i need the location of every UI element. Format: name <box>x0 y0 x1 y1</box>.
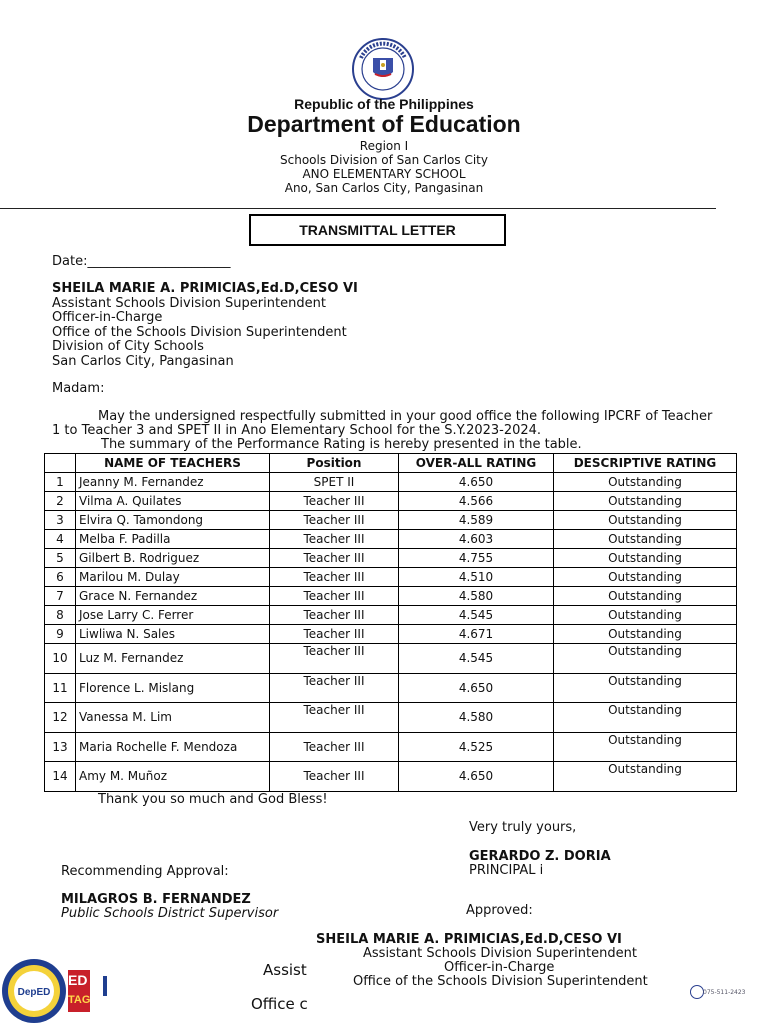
footer-office-fragment: Office c <box>251 995 308 1013</box>
deped-badge <box>68 970 90 1012</box>
table-row <box>45 606 737 625</box>
teacher-name: Marilou M. Dulay <box>76 568 270 587</box>
very-truly-yours: Very truly yours, <box>469 820 577 835</box>
row-number: 12 <box>45 703 76 733</box>
header-divider <box>0 208 716 209</box>
thanks-line: Thank you so much and God Bless! <box>98 792 328 807</box>
teacher-name: Florence L. Mislang <box>76 673 270 703</box>
recipient-title: Assistant Schools Division Superintendent <box>52 295 326 311</box>
row-number: 1 <box>45 473 76 492</box>
row-number: 7 <box>45 587 76 606</box>
approver-title: Assistant Schools Division Superintendent <box>363 946 637 961</box>
deped-badge-ed: ED <box>68 972 88 988</box>
table-row <box>45 511 737 530</box>
teacher-position: Teacher III <box>270 511 399 530</box>
deped-seal-logo <box>352 38 414 100</box>
approver-name: SHEILA MARIE A. PRIMICIAS,Ed.D,CESO VI <box>316 932 622 947</box>
table-row <box>45 587 737 606</box>
teacher-name: Jose Larry C. Ferrer <box>76 606 270 625</box>
overall-rating: 4.650 <box>399 762 554 792</box>
descriptive-rating: Outstanding <box>554 492 737 511</box>
salutation: Madam: <box>52 381 105 396</box>
flag-stripe-icon <box>103 976 107 996</box>
overall-rating: 4.545 <box>399 606 554 625</box>
header-descriptive-rating: DESCRIPTIVE RATING <box>554 454 737 473</box>
overall-rating: 4.589 <box>399 511 554 530</box>
teacher-position: Teacher III <box>270 644 399 674</box>
row-number: 9 <box>45 625 76 644</box>
region-line: Region I <box>359 139 409 153</box>
recipient-block <box>52 282 358 369</box>
recipient-name: SHEILA MARIE A. PRIMICIAS,Ed.D,CESO VI <box>52 281 358 296</box>
teacher-name: Amy M. Muñoz <box>76 762 270 792</box>
descriptive-rating: Outstanding <box>554 732 737 762</box>
recommender-title: Public Schools District Supervisor <box>61 906 279 921</box>
body-paragraph-2: The summary of the Performance Rating is hereby presented in the table. <box>101 437 582 452</box>
recommender-name: MILAGROS B. FERNANDEZ <box>61 892 251 907</box>
table-row <box>45 492 737 511</box>
teacher-name: Grace N. Fernandez <box>76 587 270 606</box>
school-line: ANO ELEMENTARY SCHOOL <box>302 167 466 181</box>
recipient-city: San Carlos City, Pangasinan <box>52 353 234 369</box>
header-overall-rating: OVER-ALL RATING <box>399 454 554 473</box>
teacher-name: Jeanny M. Fernandez <box>76 473 270 492</box>
teacher-name: Vanessa M. Lim <box>76 703 270 733</box>
row-number: 3 <box>45 511 76 530</box>
phone-icon <box>690 985 704 999</box>
deped-badge-tag: TAG <box>68 994 91 1006</box>
teacher-name: Melba F. Padilla <box>76 530 270 549</box>
table-row <box>45 473 737 492</box>
table-row <box>45 644 737 674</box>
body-paragraph-1a: May the undersigned respectfully submitted in your good office the following IPCRF of Teacher <box>98 409 713 424</box>
row-number: 14 <box>45 762 76 792</box>
overall-rating: 4.566 <box>399 492 554 511</box>
overall-rating: 4.650 <box>399 673 554 703</box>
footer-phone: 075-511-2423 <box>703 989 746 996</box>
descriptive-rating: Outstanding <box>554 568 737 587</box>
recipient-division: Division of City Schools <box>52 339 204 354</box>
overall-rating: 4.671 <box>399 625 554 644</box>
overall-rating: 4.650 <box>399 473 554 492</box>
republic-heading: Republic of the Philippines <box>294 96 474 112</box>
table-row <box>45 625 737 644</box>
teacher-position: Teacher III <box>270 673 399 703</box>
header-position: Position <box>270 454 399 473</box>
table-row <box>45 530 737 549</box>
header-number <box>45 454 76 473</box>
row-number: 2 <box>45 492 76 511</box>
approved-label: Approved: <box>466 903 533 918</box>
row-number: 13 <box>45 732 76 762</box>
teacher-position: Teacher III <box>270 703 399 733</box>
teacher-position: Teacher III <box>270 549 399 568</box>
recipient-oic: Officer-in-Charge <box>52 310 163 325</box>
overall-rating: 4.525 <box>399 732 554 762</box>
row-number: 10 <box>45 644 76 674</box>
table-row <box>45 762 737 792</box>
row-number: 4 <box>45 530 76 549</box>
division-line: Schools Division of San Carlos City <box>280 153 488 167</box>
overall-rating: 4.545 <box>399 644 554 674</box>
teacher-position: Teacher III <box>270 492 399 511</box>
body-paragraph-1b: 1 to Teacher 3 and SPET II in Ano Elementary School for the S.Y.2023-2024. <box>52 423 542 438</box>
descriptive-rating: Outstanding <box>554 473 737 492</box>
teacher-position: Teacher III <box>270 625 399 644</box>
header-name: NAME OF TEACHERS <box>76 454 270 473</box>
descriptive-rating: Outstanding <box>554 549 737 568</box>
recipient-office: Office of the Schools Division Superintendent <box>52 324 347 340</box>
table-row <box>45 703 737 733</box>
footer-assist-fragment: Assist <box>263 961 307 979</box>
recommending-approval-label: Recommending Approval: <box>61 864 229 879</box>
document-title: TRANSMITTAL LETTER <box>249 214 506 246</box>
descriptive-rating: Outstanding <box>554 762 737 792</box>
department-heading: Department of Education <box>247 111 521 137</box>
row-number: 5 <box>45 549 76 568</box>
teacher-position: Teacher III <box>270 732 399 762</box>
principal-title: PRINCIPAL i <box>469 863 544 878</box>
overall-rating: 4.510 <box>399 568 554 587</box>
principal-name: GERARDO Z. DORIA <box>469 849 611 864</box>
ratings-table <box>44 453 737 792</box>
school-logo <box>0 955 70 1024</box>
teacher-name: Luz M. Fernandez <box>76 644 270 674</box>
teacher-position: Teacher III <box>270 568 399 587</box>
descriptive-rating: Outstanding <box>554 703 737 733</box>
overall-rating: 4.603 <box>399 530 554 549</box>
descriptive-rating: Outstanding <box>554 673 737 703</box>
row-number: 8 <box>45 606 76 625</box>
descriptive-rating: Outstanding <box>554 625 737 644</box>
overall-rating: 4.755 <box>399 549 554 568</box>
teacher-name: Gilbert B. Rodriguez <box>76 549 270 568</box>
overall-rating: 4.580 <box>399 703 554 733</box>
row-number: 11 <box>45 673 76 703</box>
teacher-name: Maria Rochelle F. Mendoza <box>76 732 270 762</box>
teacher-position: Teacher III <box>270 762 399 792</box>
teacher-name: Elvira Q. Tamondong <box>76 511 270 530</box>
teacher-name: Vilma A. Quilates <box>76 492 270 511</box>
descriptive-rating: Outstanding <box>554 644 737 674</box>
teacher-position: Teacher III <box>270 606 399 625</box>
address-line: Ano, San Carlos City, Pangasinan <box>284 181 484 195</box>
descriptive-rating: Outstanding <box>554 530 737 549</box>
table-row <box>45 673 737 703</box>
teacher-position: Teacher III <box>270 530 399 549</box>
row-number: 6 <box>45 568 76 587</box>
teacher-position: SPET II <box>270 473 399 492</box>
table-header-row <box>45 454 737 473</box>
approver-office: Office of the Schools Division Superintendent <box>353 974 648 989</box>
date-field: Date:______________________ <box>52 254 231 269</box>
descriptive-rating: Outstanding <box>554 606 737 625</box>
teacher-position: Teacher III <box>270 587 399 606</box>
teacher-name: Liwliwa N. Sales <box>76 625 270 644</box>
school-logo-text: DepED <box>17 987 51 998</box>
approver-oic: Officer-in-Charge <box>444 960 555 975</box>
table-row <box>45 549 737 568</box>
descriptive-rating: Outstanding <box>554 587 737 606</box>
table-row <box>45 732 737 762</box>
descriptive-rating: Outstanding <box>554 511 737 530</box>
table-row <box>45 568 737 587</box>
overall-rating: 4.580 <box>399 587 554 606</box>
